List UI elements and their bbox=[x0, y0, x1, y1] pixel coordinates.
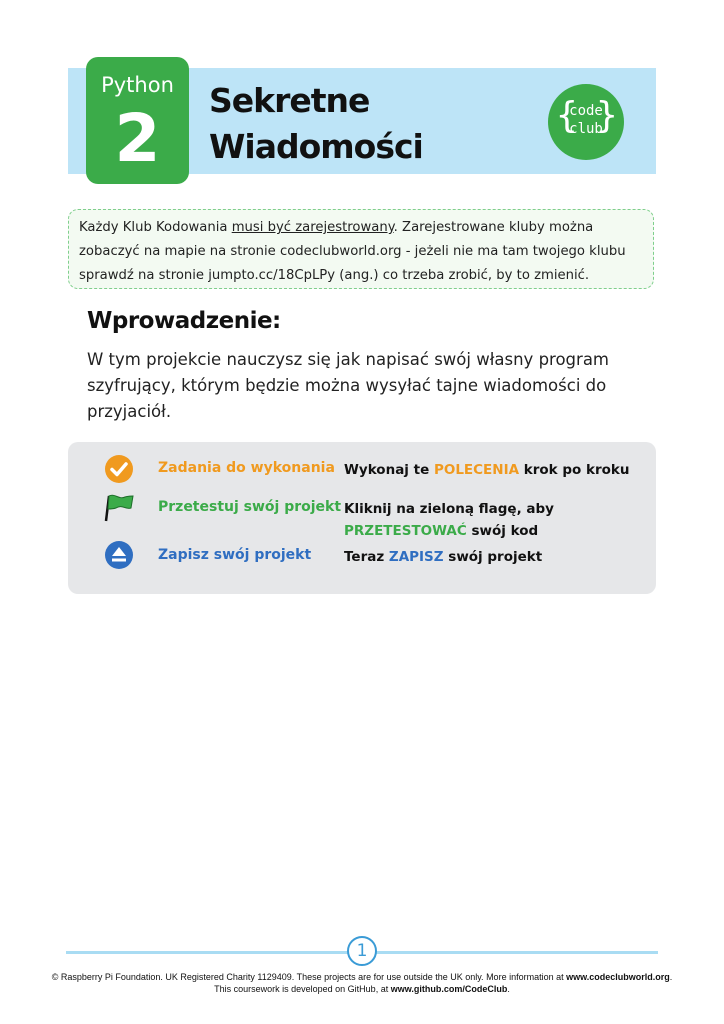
level-language: Python bbox=[101, 73, 174, 97]
notice-text-2: . Zarejestrowane kluby można zobaczyć na mapie na stronie codeclubworld.org - jeżeli nie ma tam twojego klubu sprawdź na stronie jumpto.cc/18CpLPy (ang.) co trzeba zrobić, by to zmienić. bbox=[79, 220, 626, 283]
footer-link-github[interactable]: www.github.com/CodeClub bbox=[390, 984, 508, 994]
logo-brace-right: } bbox=[596, 95, 618, 136]
legend-label-save: Zapisz swój projekt bbox=[158, 547, 312, 563]
registration-notice bbox=[68, 209, 654, 289]
legend-desc-save-post: swój projekt bbox=[443, 549, 543, 565]
footer-line-1-pre: © Raspberry Pi Foundation. UK Registered Charity 1129409. These projects are for use outside the UK only. More information at bbox=[51, 972, 567, 982]
legend-desc-tasks-key: POLECENIA bbox=[433, 462, 520, 478]
page-title bbox=[209, 78, 423, 170]
footer-line-1 bbox=[0, 971, 724, 983]
legend-desc-tasks bbox=[344, 459, 629, 481]
legend-desc-tasks-post: krok po kroku bbox=[519, 462, 630, 478]
legend-box bbox=[68, 442, 656, 594]
legend-label-test: Przetestuj swój projekt bbox=[158, 499, 342, 515]
legend-desc-tasks-pre: Wykonaj te bbox=[344, 462, 434, 478]
registration-link[interactable]: musi być zarejestrowany bbox=[231, 220, 394, 235]
logo-text-club: club bbox=[569, 121, 603, 137]
save-icon bbox=[104, 540, 134, 570]
footer-line-2 bbox=[0, 983, 724, 995]
footer-text bbox=[0, 971, 724, 995]
intro-text: W tym projekcie nauczysz się jak napisać swój własny program szyfrujący, którym będzie można wysyłać tajne wiadomości do przyjaciół. bbox=[87, 350, 609, 421]
legend-desc-test-post: swój kod bbox=[466, 523, 539, 539]
logo-brace-left: { bbox=[556, 95, 578, 136]
footer-line-1-post: . bbox=[669, 972, 673, 982]
legend-row-save bbox=[68, 540, 656, 580]
legend-row-test bbox=[68, 492, 656, 539]
intro-heading: Wprowadzenie: bbox=[87, 308, 281, 334]
code-club-logo bbox=[548, 84, 624, 160]
page-number: 1 bbox=[347, 936, 377, 966]
footer-line-2-post: . bbox=[507, 984, 510, 994]
legend-desc-test-key: PRZETESTOWAĆ bbox=[344, 523, 467, 539]
level-number: 2 bbox=[114, 100, 161, 177]
level-badge bbox=[86, 57, 189, 184]
check-icon bbox=[104, 454, 134, 484]
title-line-1: Sekretne bbox=[209, 81, 370, 120]
legend-desc-test-pre: Kliknij na zieloną flagę, aby bbox=[344, 501, 554, 517]
legend-desc-test bbox=[344, 498, 554, 542]
footer-line-2-pre: This coursework is developed on GitHub, at bbox=[214, 984, 391, 994]
green-flag-icon bbox=[104, 492, 134, 522]
legend-desc-save-key: ZAPISZ bbox=[388, 549, 444, 565]
legend-label-tasks: Zadania do wykonania bbox=[158, 460, 335, 476]
legend-desc-save-pre: Teraz bbox=[344, 549, 389, 565]
legend-row-tasks bbox=[68, 454, 656, 494]
footer-link-codeclubworld[interactable]: www.codeclubworld.org bbox=[566, 972, 670, 982]
logo-text-code: code bbox=[569, 103, 603, 119]
notice-text-1: Każdy Klub Kodowania bbox=[79, 220, 232, 235]
title-line-2: Wiadomości bbox=[209, 127, 423, 166]
legend-desc-save bbox=[344, 546, 542, 568]
